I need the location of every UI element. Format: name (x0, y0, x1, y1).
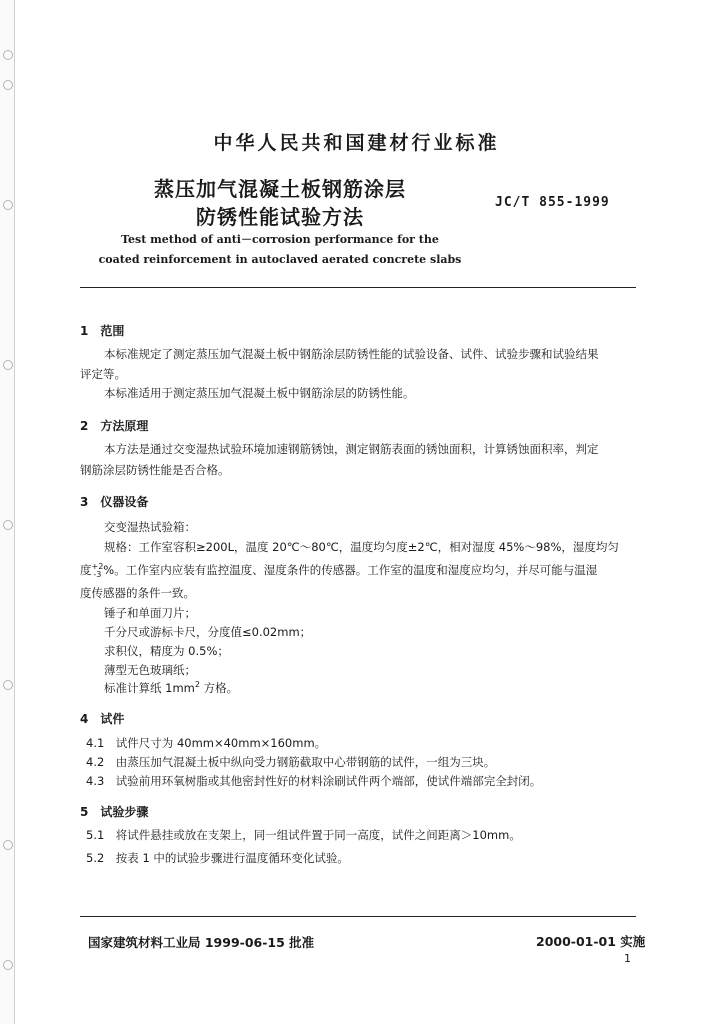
equipment-spec-line: 度传感器的条件一致。 (80, 586, 195, 600)
punch-hole (3, 520, 13, 530)
approval-note: 国家建筑材料工业局 1999-06-15 批准 (88, 935, 315, 950)
item-text: 标准计算纸 1mm (104, 681, 195, 695)
standard-type-heading: 中华人民共和国建材行业标准 (213, 132, 500, 154)
header-rule (80, 287, 636, 288)
section-5-heading: 5 试验步骤 (80, 805, 149, 819)
tolerance-stack (92, 563, 104, 579)
section-1-heading: 1 范围 (80, 324, 125, 338)
punch-hole (3, 680, 13, 690)
punch-hole (3, 50, 13, 60)
title-en-line2: coated reinforcement in autoclaved aerated concrete slabs (98, 253, 462, 266)
punch-hole (3, 840, 13, 850)
section-1-paragraph-line: 评定等。 (80, 367, 126, 381)
tolerance-upper: +2 (91, 561, 104, 571)
title-cn-line2: 防锈性能试验方法 (196, 205, 364, 229)
item-text: 方格。 (199, 681, 239, 695)
footer-rule (80, 916, 636, 917)
spec-text: %。工作室内应装有监控温度、湿度条件的传感器。工作室的温度和湿度应均匀，并尽可能与温湿 (103, 563, 598, 577)
spec-text: 度 (80, 563, 92, 577)
punch-hole (3, 360, 13, 370)
clause-4-3: 4.3 试验前用环氧树脂或其他密封性好的材料涂刷试件两个端部，使试件端部完全封闭。 (86, 774, 542, 788)
tolerance-lower: -3 (93, 569, 102, 579)
punch-hole (3, 960, 13, 970)
implementation-date: 2000-01-01 实施 (536, 934, 646, 949)
section-1-paragraph-line: 本标准适用于测定蒸压加气混凝土板中钢筋涂层的防锈性能。 (104, 386, 415, 400)
standard-number: JC/T 855-1999 (495, 195, 610, 210)
title-cn-line1: 蒸压加气混凝土板钢筋涂层 (154, 177, 406, 201)
page-number: 1 (624, 952, 631, 965)
section-2-paragraph-line: 钢筋涂层防锈性能是否合格。 (80, 463, 230, 477)
superscript: 2 (194, 680, 200, 690)
clause-5-1: 5.1 将试件悬挂或放在支架上，同一组试件置于同一高度，试件之间距离＞10mm。 (86, 828, 521, 842)
clause-4-1: 4.1 试件尺寸为 40mm×40mm×160mm。 (86, 736, 327, 750)
punch-hole (3, 200, 13, 210)
title-en-line1: Test method of anti－corrosion performance for the (121, 233, 439, 246)
equipment-item: 锤子和单面刀片； (104, 606, 196, 620)
punch-hole (3, 80, 13, 90)
section-2-heading: 2 方法原理 (80, 419, 149, 433)
equipment-item (104, 680, 238, 696)
clause-4-2: 4.2 由蒸压加气混凝土板中纵向受力钢筋截取中心带钢筋的试件，一组为三块。 (86, 755, 496, 769)
equipment-spec-line: 规格：工作室容积≥200L，温度 20℃～80℃，温度均匀度±2℃，相对湿度 45%～98%，湿度均匀 (104, 540, 619, 554)
section-2-paragraph-line: 本方法是通过交变湿热试验环境加速钢筋锈蚀，测定钢筋表面的锈蚀面积，计算锈蚀面积率，判定 (104, 442, 599, 456)
section-3-heading: 3 仪器设备 (80, 495, 149, 509)
section-1-paragraph-line: 本标准规定了测定蒸压加气混凝土板中钢筋涂层防锈性能的试验设备、试件、试验步骤和试验结果 (104, 347, 599, 361)
equipment-spec-line (80, 562, 597, 579)
clause-5-2: 5.2 按表 1 中的试验步骤进行温度循环变化试验。 (86, 851, 349, 865)
equipment-item: 求积仪，精度为 0.5%； (104, 644, 229, 658)
section-4-heading: 4 试件 (80, 712, 125, 726)
equipment-item: 千分尺或游标卡尺，分度值≤0.02mm； (104, 625, 312, 639)
equipment-item: 交变湿热试验箱： (104, 520, 196, 534)
equipment-item: 薄型无色玻璃纸； (104, 663, 196, 677)
